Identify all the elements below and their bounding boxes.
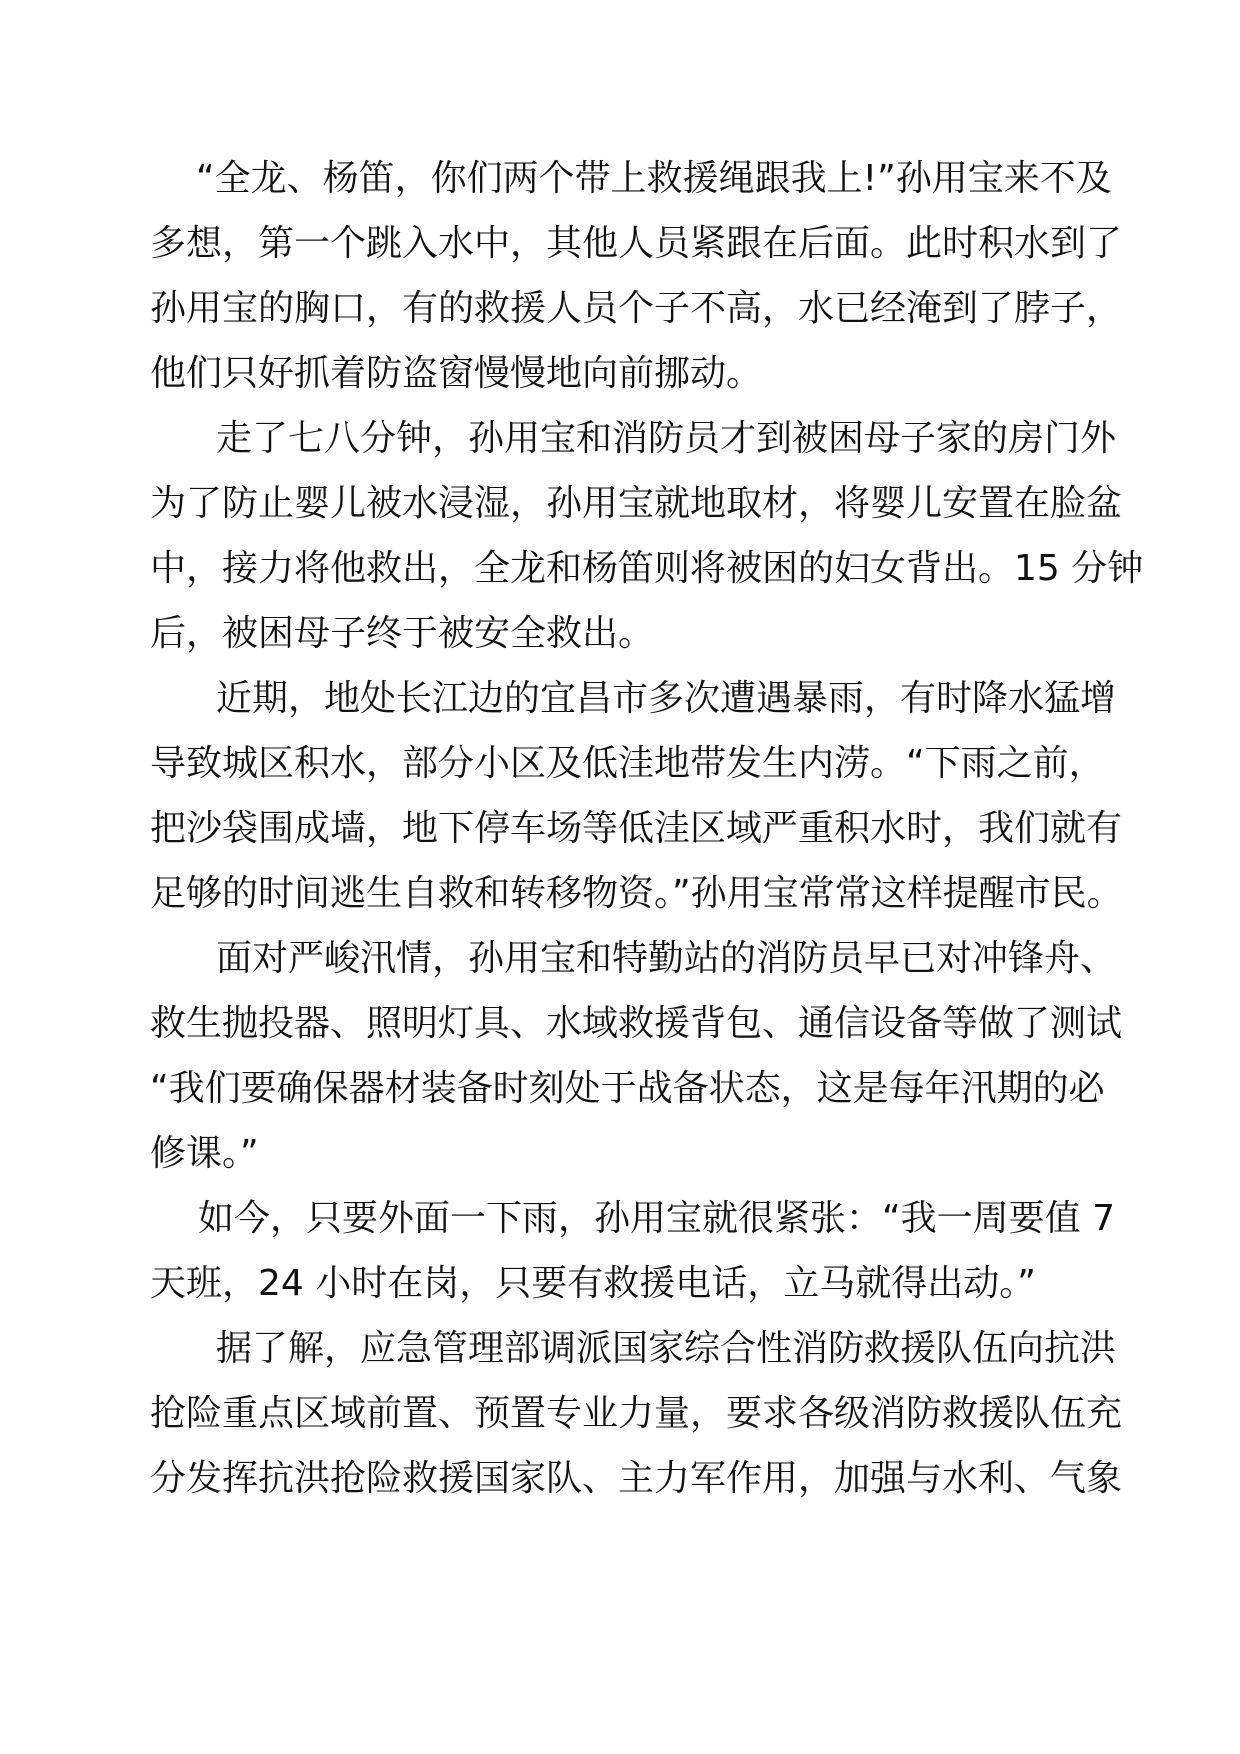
paragraph-3-line-2: 导致城区积水，部分小区及低洼地带发生内涝。“下雨之前， <box>150 743 1105 784</box>
paragraph-5-line-2: 天班，24 小时在岗，只要有救援电话，立马就得出动。” <box>150 1263 1036 1304</box>
paragraph-4-line-1: 面对严峻汛情，孙用宝和特勤站的消防员早已对冲锋舟、 <box>216 938 1117 979</box>
paragraph-4-line-3: “我们要确保器材装备时刻处于战备状态，这是每年汛期的必 <box>150 1068 1105 1109</box>
paragraph-5-line-1: 如今，只要外面一下雨，孙用宝就很紧张：“我一周要值 7 <box>198 1198 1115 1239</box>
paragraph-2-line-2: 为了防止婴儿被水浸湿，孙用宝就地取材，将婴儿安置在脸盆 <box>150 483 1123 524</box>
paragraph-2-line-4: 后，被困母子终于被安全救出。 <box>150 613 655 654</box>
paragraph-1-line-3: 孙用宝的胸口，有的救援人员个子不高，水已经淹到了脖子， <box>150 288 1123 329</box>
paragraph-6-line-1: 据了解，应急管理部调派国家综合性消防救援队伍向抗洪 <box>216 1328 1117 1369</box>
paragraph-1-line-1: “全龙、杨笛，你们两个带上救援绳跟我上!”孙用宝来不及 <box>196 158 1112 199</box>
paragraph-6-line-2: 抢险重点区域前置、预置专业力量，要求各级消防救援队伍充 <box>150 1393 1123 1434</box>
paragraph-4-line-4: 修课。” <box>150 1133 259 1174</box>
paragraph-1-line-4: 他们只好抓着防盗窗慢慢地向前挪动。 <box>150 353 763 394</box>
paragraph-2-line-3: 中，接力将他救出，全龙和杨笛则将被困的妇女背出。15 分钟 <box>150 548 1144 589</box>
paragraph-2-line-1: 走了七八分钟，孙用宝和消防员才到被困母子家的房门外 <box>216 418 1117 459</box>
paragraph-3-line-1: 近期，地处长江边的宜昌市多次遭遇暴雨，有时降水猛增 <box>216 678 1117 719</box>
paragraph-3-line-3: 把沙袋围成墙，地下停车场等低洼区域严重积水时，我们就有 <box>150 808 1123 849</box>
paragraph-3-line-4: 足够的时间逃生自救和转移物资。”孙用宝常常这样提醒市民。 <box>150 873 1123 914</box>
paragraph-4-line-2: 救生抛投器、照明灯具、水域救援背包、通信设备等做了测试 <box>150 1003 1123 1044</box>
paragraph-6-line-3: 分发挥抗洪抢险救援国家队、主力军作用，加强与水利、气象 <box>150 1458 1123 1499</box>
paragraph-1-line-2: 多想，第一个跳入水中，其他人员紧跟在后面。此时积水到了 <box>150 223 1123 264</box>
